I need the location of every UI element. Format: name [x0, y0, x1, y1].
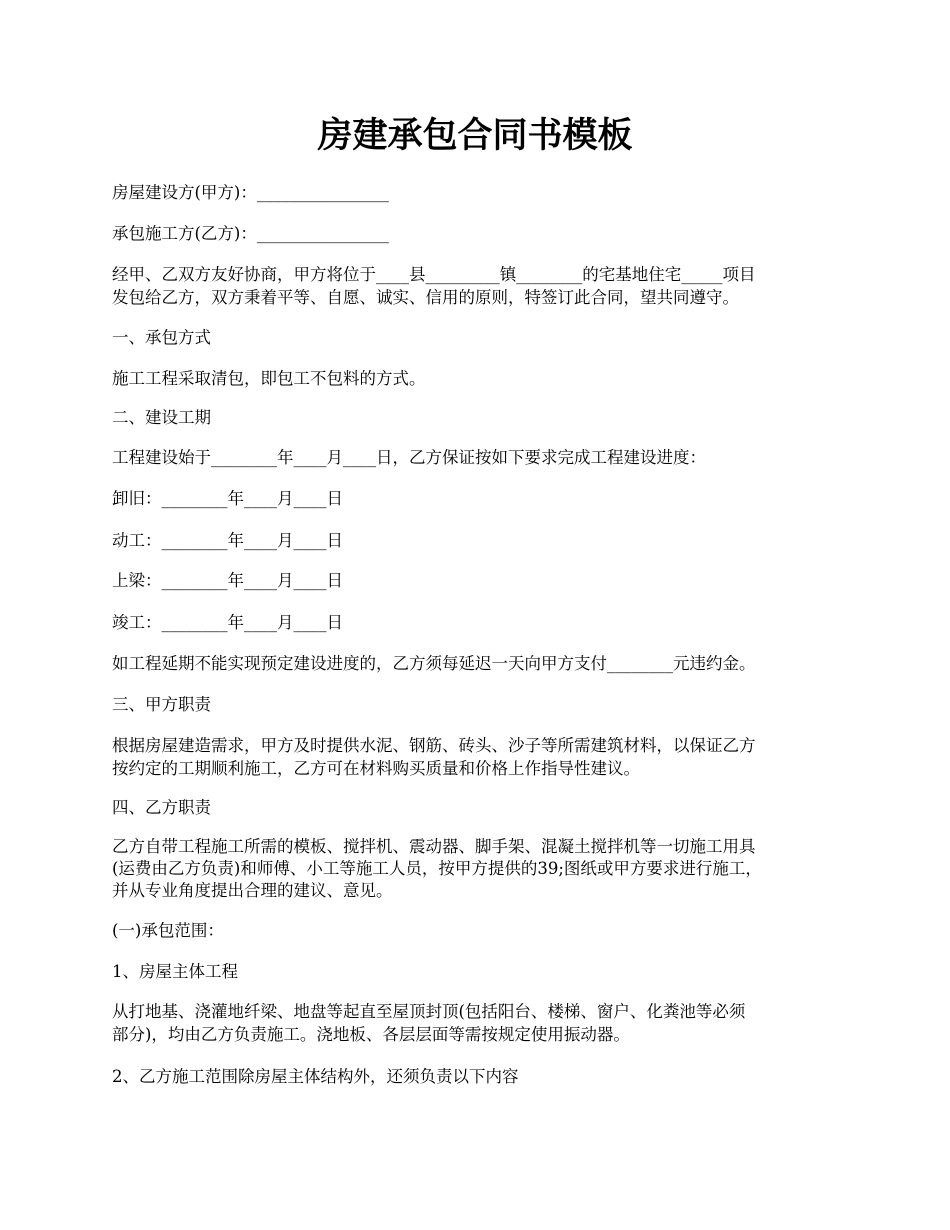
scope-heading: (一)承包范围： — [112, 921, 224, 940]
scope-item-1-line-2: 部分)，均由乙方负责施工。浇地板、各层层面等需按规定使用振动器。 — [112, 1025, 630, 1044]
milestone-groundbreaking: 动工：________年____月____日 — [112, 531, 343, 550]
section-4-line-1: 乙方自带工程施工所需的模板、搅拌机、震动器、脚手架、混凝土搅拌机等一切施工用具 — [112, 837, 756, 856]
scope-item-2-heading: 2、乙方施工范围除房屋主体结构外，还须负责以下内容 — [112, 1067, 519, 1086]
scope-item-1-heading: 1、房屋主体工程 — [112, 962, 238, 981]
intro-line-1: 经甲、乙双方友好协商，甲方将位于____县_________镇________的宅基地住宅_____项目 — [112, 265, 756, 284]
section-4-line-2: (运费由乙方负责)和师傅、小工等施工人员，按甲方提供的39;图纸或甲方要求进行施工， — [112, 859, 762, 878]
section-3-line-1: 根据房屋建造需求，甲方及时提供水泥、钢筋、砖头、沙子等所需建筑材料，以保证乙方 — [112, 736, 756, 755]
section-2-heading: 二、建设工期 — [112, 408, 211, 427]
document-title: 房建承包合同书模板 — [317, 115, 633, 156]
section-1-text: 施工工程采取清包，即包工不包料的方式。 — [112, 369, 426, 388]
milestone-beam: 上梁：________年____月____日 — [112, 571, 343, 590]
scope-item-1-line-1: 从打地基、浇灌地纤梁、地盘等起直至屋顶封顶(包括阳台、楼梯、窗户、化粪池等必须 — [112, 1002, 746, 1021]
section-3-heading: 三、甲方职责 — [112, 695, 211, 714]
delay-penalty: 如工程延期不能实现预定建设进度的，乙方须每延迟一天向甲方支付________元违约金。 — [112, 654, 756, 673]
section-2-text: 工程建设始于________年____月____日，乙方保证按如下要求完成工程建设进度： — [112, 448, 706, 467]
section-4-heading: 四、乙方职责 — [112, 798, 211, 817]
milestone-demolition: 卸旧：________年____月____日 — [112, 489, 343, 508]
section-3-line-2: 按约定的工期顺利施工，乙方可在材料购买质量和价格上作指导性建议。 — [112, 759, 640, 778]
section-1-heading: 一、承包方式 — [112, 328, 211, 347]
milestone-completion: 竣工：________年____月____日 — [112, 613, 343, 632]
section-4-line-3: 并从专业角度提出合理的建议、意见。 — [112, 881, 393, 900]
party-b-line: 承包施工方(乙方)：________________ — [112, 224, 389, 243]
intro-line-2: 发包给乙方，双方秉着平等、自愿、诚实、信用的原则，特签订此合同，望共同遵守。 — [112, 288, 739, 307]
party-a-line: 房屋建设方(甲方)：________________ — [112, 183, 389, 202]
